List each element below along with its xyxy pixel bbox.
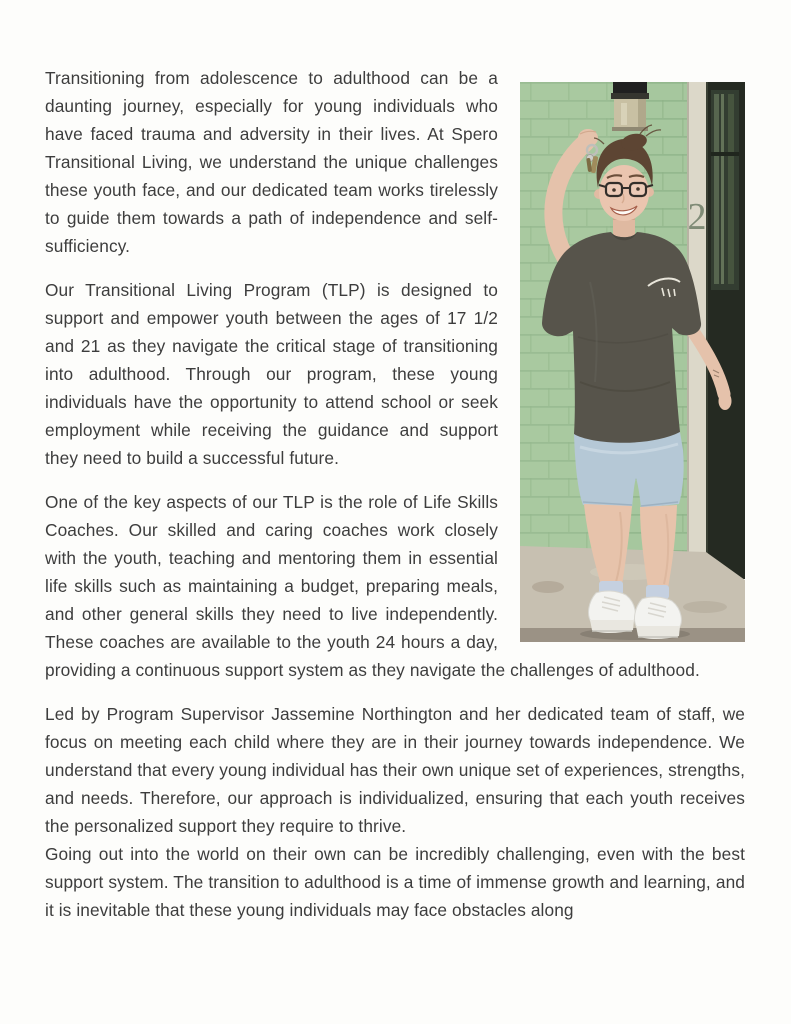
- youth-photo-illustration: [520, 82, 745, 642]
- paragraph-supervisor: Led by Program Supervisor Jassemine Northington and her dedicated team of staff, we focus on meeting each child where they are in their journey towards independence. We understand that every young individual has their own unique set of experiences, strengths, and needs. Therefore, our approach is individualized, ensuring that each youth receives the personalized support they require to thrive.: [45, 704, 745, 836]
- apartment-door: [706, 82, 745, 579]
- paragraph-life-skills: One of the key aspects of our TLP is the role of Life Skills Coaches. Our skilled and caring coaches work closely with the youth, teaching and mentoring them in essential life skills such as maintaining a budget, preparing meals, and other general skills they need to live independently. These coaches are available to the youth 24 hours a day, providing a continuous support system as they navigate the challenges of adulthood.: [45, 492, 700, 680]
- door-number: 2: [687, 196, 707, 238]
- youth-photo: [520, 82, 745, 642]
- paragraph-challenges: Going out into the world on their own can be incredibly challenging, even with the best support system. The transition to adulthood is a time of immense growth and learning, and it is inevitable that these young individuals may face obstacles along: [45, 844, 745, 920]
- denim-shorts: [574, 432, 684, 508]
- paragraph-intro: Transitioning from adolescence to adulthood can be a daunting journey, especially for young individuals who have faced trauma and adversity in their lives. At Spero Transitional Living, we understand the unique challenges these youth face, and our dedicated team works tirelessly to guide them towards a path of independence and self-sufficiency.: [45, 68, 498, 256]
- paragraph-tlp-overview: Our Transitional Living Program (TLP) is designed to support and empower youth between the ages of 17 1/2 and 21 as they navigate the critical stage of transitioning into adulthood. Through our program, these young individuals have the opportunity to attend school or seek employment while receiving the guidance and support they need to build a successful future.: [45, 280, 498, 468]
- porch-light-icon: [611, 82, 649, 131]
